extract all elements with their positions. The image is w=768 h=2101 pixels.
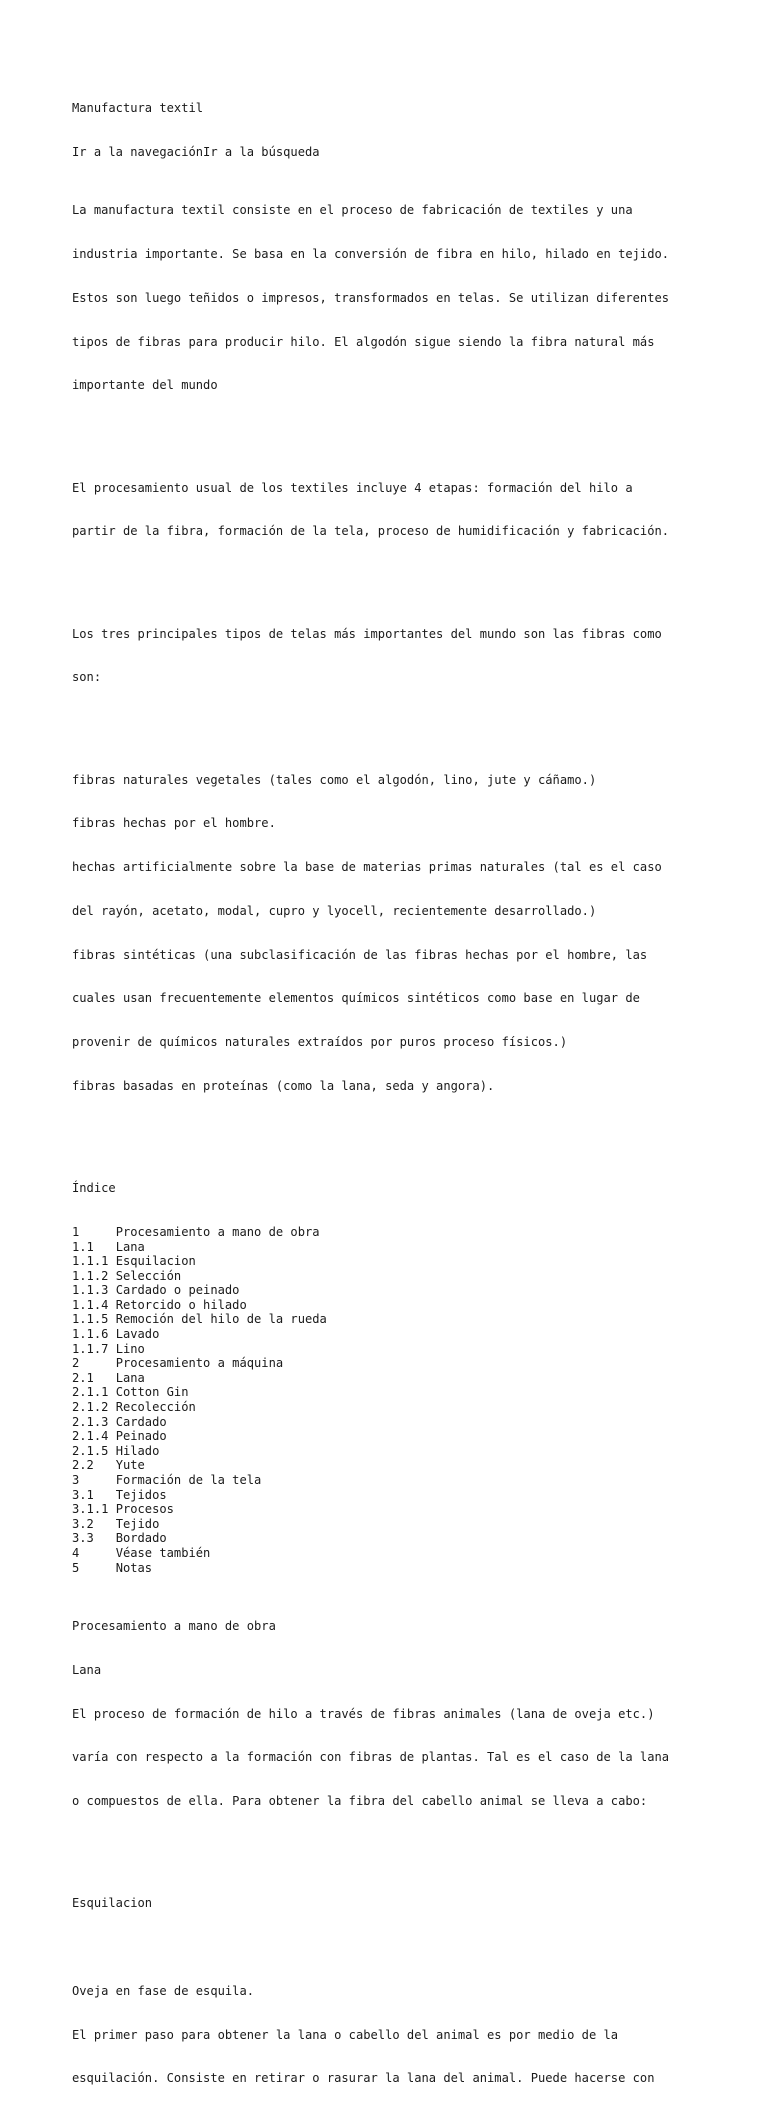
toc-item[interactable] <box>72 1385 712 1400</box>
toc-item-number: 2.1.1 <box>72 1385 116 1400</box>
toc-item-number: 3.1.1 <box>72 1502 116 1517</box>
toc-item[interactable] <box>72 1458 712 1473</box>
toc-item-label[interactable]: Lavado <box>115 1327 160 1342</box>
fiber-list-item: provenir de químicos naturales extraídos por puros proceso físicos.) <box>72 1035 568 1050</box>
toc-item-label[interactable]: Cardado <box>115 1414 167 1429</box>
table-of-contents <box>72 1225 712 1575</box>
toc-item[interactable] <box>72 1444 712 1459</box>
toc-item-label[interactable]: Recolección <box>115 1400 196 1415</box>
intro-line: importante del mundo <box>72 378 218 393</box>
toc-item-label[interactable]: Bordado <box>115 1531 167 1546</box>
toc-item[interactable] <box>72 1312 712 1327</box>
processing-line: El procesamiento usual de los textiles incluye 4 etapas: formación del hilo a <box>72 480 633 495</box>
toc-item-number: 1.1 <box>72 1239 116 1254</box>
toc-item-label[interactable]: Hilado <box>115 1443 160 1458</box>
toc-item[interactable] <box>72 1429 712 1444</box>
toc-item[interactable] <box>72 1488 712 1503</box>
types-intro-line: Los tres principales tipos de telas más importantes del mundo son las fibras como <box>72 626 662 641</box>
toc-item-number: 2.1.3 <box>72 1414 116 1429</box>
toc-item-label[interactable]: Formación de la tela <box>115 1473 262 1487</box>
toc-item-number: 1.1.7 <box>72 1341 116 1356</box>
toc-item-label[interactable]: Esquilacion <box>115 1254 196 1269</box>
fiber-list-item: fibras naturales vegetales (tales como el algodón, lino, jute y cáñamo.) <box>72 772 597 787</box>
toc-item-label[interactable]: Remoción del hilo de la rueda <box>115 1312 327 1327</box>
section-body-line: varía con respecto a la formación con fibras de plantas. Tal es el caso de la lana <box>72 1750 670 1765</box>
spacer <box>72 1123 712 1138</box>
types-intro-line: son: <box>72 670 102 685</box>
toc-item[interactable] <box>72 1269 712 1284</box>
toc-item[interactable] <box>72 1531 712 1546</box>
toc-item-number: 2.1.2 <box>72 1400 116 1415</box>
toc-item-number: 2 <box>72 1356 116 1371</box>
intro-line: tipos de fibras para producir hilo. El algodón sigue siendo la fibra natural más <box>72 334 655 349</box>
toc-item-label[interactable]: Procesos <box>115 1502 174 1517</box>
toc-item-label[interactable]: Lana <box>115 1239 145 1254</box>
toc-item-label[interactable]: Lana <box>115 1370 145 1385</box>
toc-item-number: 3 <box>72 1473 116 1487</box>
spacer <box>72 1838 712 1853</box>
toc-item[interactable] <box>72 1327 712 1342</box>
toc-item-number: 3.1 <box>72 1487 116 1502</box>
section-body-line: El primer paso para obtener la lana o cabello del animal es por medio de la <box>72 2027 619 2042</box>
processing-line: partir de la fibra, formación de la tela, proceso de humidificación y fabricación. <box>72 524 670 539</box>
spacer <box>72 1940 712 1955</box>
toc-item-label[interactable]: Procesamiento a máquina <box>115 1356 284 1371</box>
toc-item-label[interactable]: Selección <box>115 1268 182 1283</box>
section-heading: Esquilacion <box>72 1896 153 1911</box>
fiber-list-item: hechas artificialmente sobre la base de materias primas naturales (tal es el caso <box>72 860 662 875</box>
section-body-line: esquilación. Consiste en retirar o rasurar la lana del animal. Puede hacerse con <box>72 2071 655 2086</box>
spacer <box>72 568 712 583</box>
toc-item-label[interactable]: Véase también <box>115 1545 211 1560</box>
section-body-line: El proceso de formación de hilo a través de fibras animales (lana de oveja etc.) <box>72 1706 655 1721</box>
toc-item[interactable] <box>72 1240 712 1255</box>
toc-item-number: 4 <box>72 1545 116 1560</box>
toc-item-number: 2.1 <box>72 1370 116 1385</box>
toc-item-label[interactable]: Tejido <box>115 1516 160 1531</box>
section-body-line: o compuestos de ella. Para obtener la fibra del cabello animal se lleva a cabo: <box>72 1794 648 1809</box>
image-caption: Oveja en fase de esquila. <box>72 1983 255 1998</box>
toc-item-label[interactable]: Yute <box>115 1458 145 1473</box>
document-page <box>72 72 712 2101</box>
fiber-list-item: fibras sintéticas (una subclasificación de las fibras hechas por el hombre, las <box>72 947 648 962</box>
toc-item-label[interactable]: Cotton Gin <box>115 1385 189 1400</box>
toc-item[interactable] <box>72 1400 712 1415</box>
section-subheading: Lana <box>72 1662 102 1677</box>
toc-item-label[interactable]: Cardado o peinado <box>115 1283 240 1298</box>
intro-line: industria importante. Se basa en la conversión de fibra en hilo, hilado en tejido. <box>72 247 670 262</box>
toc-item[interactable] <box>72 1225 712 1240</box>
fiber-list-item: fibras hechas por el hombre. <box>72 816 276 831</box>
toc-item[interactable] <box>72 1502 712 1517</box>
toc-item[interactable] <box>72 1371 712 1386</box>
toc-item[interactable] <box>72 1546 712 1561</box>
spacer <box>72 714 712 729</box>
toc-item[interactable] <box>72 1517 712 1532</box>
toc-item[interactable] <box>72 1342 712 1357</box>
fiber-list-item: cuales usan frecuentemente elementos químicos sintéticos como base en lugar de <box>72 991 640 1006</box>
toc-item-number: 1.1.6 <box>72 1327 116 1342</box>
intro-line: La manufactura textil consiste en el proceso de fabricación de textiles y una <box>72 203 633 218</box>
toc-item-number: 2.1.5 <box>72 1443 116 1458</box>
toc-item[interactable] <box>72 1473 712 1488</box>
toc-item-number: 1.1.1 <box>72 1254 116 1269</box>
toc-item-number: 3.2 <box>72 1516 116 1531</box>
toc-item-label[interactable]: Peinado <box>115 1429 167 1444</box>
toc-item-label[interactable]: Procesamiento a mano de obra <box>115 1224 320 1239</box>
toc-item-label[interactable]: Notas <box>115 1560 153 1575</box>
toc-item-label[interactable]: Tejidos <box>115 1487 167 1502</box>
section-heading: Procesamiento a mano de obra <box>72 1618 276 1633</box>
fiber-list-item: del rayón, acetato, modal, cupro y lyocell, recientemente desarrollado.) <box>72 903 597 918</box>
spacer <box>72 422 712 437</box>
toc-item-label[interactable]: Lino <box>115 1341 145 1356</box>
toc-item[interactable] <box>72 1415 712 1430</box>
toc-item[interactable] <box>72 1283 712 1298</box>
toc-item-number: 5 <box>72 1560 116 1575</box>
toc-item-number: 1.1.2 <box>72 1268 116 1283</box>
intro-line: Estos son luego teñidos o impresos, transformados en telas. Se utilizan diferentes <box>72 290 670 305</box>
nav-links[interactable]: Ir a la navegaciónIr a la búsqueda <box>72 144 320 159</box>
toc-item[interactable] <box>72 1356 712 1371</box>
toc-item-number: 1.1.4 <box>72 1297 116 1312</box>
toc-item-number: 1.1.3 <box>72 1283 116 1298</box>
fiber-list-item: fibras basadas en proteínas (como la lana, seda y angora). <box>72 1078 495 1093</box>
toc-item[interactable] <box>72 1298 712 1313</box>
toc-item[interactable] <box>72 1254 712 1269</box>
toc-item-number: 2.1.4 <box>72 1429 116 1444</box>
toc-item-number: 1 <box>72 1224 116 1239</box>
toc-heading: Índice <box>72 1181 116 1196</box>
toc-item-label[interactable]: Retorcido o hilado <box>115 1297 247 1312</box>
toc-item[interactable] <box>72 1561 712 1576</box>
toc-item-number: 1.1.5 <box>72 1312 116 1327</box>
toc-item-number: 3.3 <box>72 1531 116 1546</box>
document-title: Manufactura textil <box>72 101 204 116</box>
toc-item-number: 2.2 <box>72 1458 116 1473</box>
